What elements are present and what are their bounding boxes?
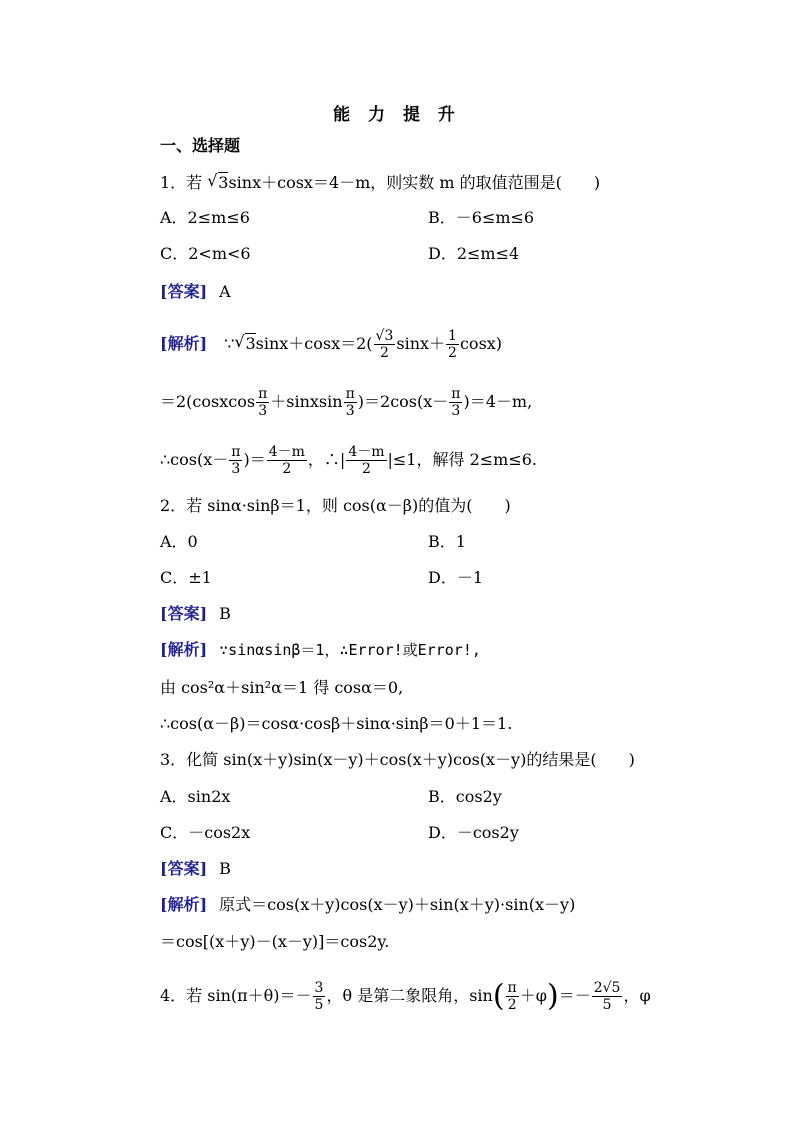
q2-option-c: C．±1 (160, 568, 212, 587)
analysis-text: sinx＋ (396, 334, 446, 353)
analysis-tag: [解析] (160, 895, 208, 914)
fraction: $\frac{\pi}{3}$ (345, 386, 355, 419)
fraction: $\frac{√3}{2}$ (375, 328, 394, 361)
fraction: $\frac{\pi}{2}$ (507, 980, 517, 1013)
fraction: $\frac{\pi}{3}$ (258, 386, 268, 419)
q3-option-a: A．sin2x (160, 787, 231, 806)
fraction: $\frac{1}{2}$ (448, 328, 457, 361)
q2-option-d: D．－1 (428, 568, 484, 587)
analysis-text: cosx) (459, 334, 503, 353)
q3-answer (160, 859, 231, 879)
question-text: ，θ 是第二象限角，sin (326, 986, 493, 1005)
question-text: ，φ (623, 986, 651, 1005)
fraction: $\frac{4-m}{2}$ (348, 444, 385, 477)
analysis-text: |≤1，解得 2≤m≤6. (387, 450, 537, 469)
analysis-text: )＝ (243, 450, 266, 469)
answer-value: B (219, 859, 231, 878)
fraction: $\frac{4-m}{2}$ (268, 444, 305, 477)
analysis-text: ，∴| (307, 450, 346, 469)
q3-option-d: D．－cos2y (428, 823, 519, 842)
answer-tag: [答案] (160, 859, 208, 878)
right-paren: ) (546, 978, 559, 1014)
analysis-text: )＝4－m, (463, 392, 533, 411)
q3-analysis-line-2: ＝cos[(x＋y)－(x－y)]＝cos2y. (160, 932, 390, 951)
question-text: ＋φ (519, 986, 547, 1005)
analysis-tag: [解析] (160, 640, 208, 659)
q2-analysis-line-3: ∴cos(α－β)＝cosα·cosβ＋sinα·sinβ＝0＋1＝1. (160, 714, 513, 733)
analysis-text: ＋sinxsin (270, 392, 343, 411)
analysis-text: 原式＝cos(x＋y)cos(x－y)＋sin(x＋y)·sin(x－y) (219, 895, 576, 914)
sqrt-symbol: √ 3 (207, 172, 228, 193)
q3-option-c: C．－cos2x (160, 823, 251, 842)
left-paren: ( (492, 978, 505, 1014)
section-heading: 一、选择题 (160, 136, 241, 155)
fraction: $\frac{\pi}{3}$ (451, 386, 461, 419)
q3-analysis-line-1 (160, 895, 575, 915)
answer-tag: [答案] (160, 282, 208, 301)
because-symbol: ∵ (224, 334, 235, 353)
q1-answer (160, 282, 231, 302)
analysis-tag: [解析] (160, 334, 208, 353)
q2-analysis-line-2: 由 cos²α＋sin²α＝1 得 cosα＝0, (160, 678, 404, 697)
analysis-text: sinx＋cosx＝2( (255, 334, 373, 353)
q3-option-b: B．cos2y (428, 787, 502, 806)
fraction: $\frac{\pi}{3}$ (231, 444, 241, 477)
page-title: 能 力 提 升 (333, 105, 461, 125)
q4-stem (160, 980, 651, 1013)
fraction: $\frac{3}{5}$ (314, 980, 324, 1013)
analysis-text: ＝2(cosxcos (160, 392, 256, 411)
question-text: 4．若 sin(π＋θ)＝－ (160, 986, 312, 1005)
answer-value: A (219, 282, 231, 301)
analysis-text: ∴cos(x－ (160, 450, 229, 469)
question-text: ＝－ (558, 986, 591, 1005)
q1-stem-a: 1．若 (160, 173, 203, 192)
analysis-text: )＝2cos(x－ (357, 392, 449, 411)
answer-tag: [答案] (160, 604, 208, 623)
fraction: $\frac{2√5}{5}$ (593, 980, 621, 1013)
q2-stem: 2．若 sinα·sinβ＝1，则 cos(α－β)的值为( ) (160, 496, 511, 515)
q2-option-a: A．0 (160, 532, 198, 551)
q1-analysis-line-3 (160, 444, 537, 477)
q3-stem: 3．化简 sin(x＋y)sin(x－y)＋cos(x＋y)cos(x－y)的结果是( ) (160, 750, 635, 769)
q1-option-b: B．－6≤m≤6 (428, 208, 535, 227)
analysis-text: ∵sinαsinβ＝1，∴Error!或Error!, (219, 641, 481, 659)
answer-value: B (219, 604, 231, 623)
q2-answer (160, 604, 231, 624)
q2-option-b: B．1 (428, 532, 466, 551)
q1-stem (160, 172, 600, 193)
q1-analysis-line-1 (160, 328, 502, 361)
q1-option-c: C．2<m<6 (160, 244, 251, 263)
q1-analysis-line-2 (160, 386, 532, 419)
sqrt-symbol: √ 3 (234, 333, 255, 354)
q1-option-a: A．2≤m≤6 (160, 208, 250, 227)
q1-stem-b: sinx＋cosx＝4－m，则实数 m 的取值范围是( ) (228, 173, 601, 192)
q2-analysis-line-1 (160, 640, 481, 660)
q1-option-d: D．2≤m≤4 (428, 244, 520, 263)
